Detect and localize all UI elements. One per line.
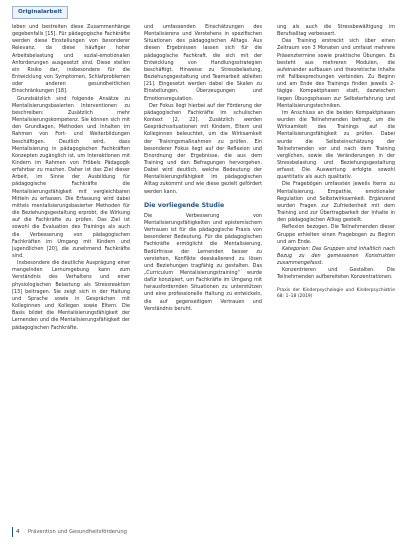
body-paragraph: Der Fokus liegt hierbei auf der Förderung der pädagogischen Fachkräfte im schulischen Kontext [2, 22]. Zusätzlich werden Gesprächssituationen mit Kindern, Eltern und Kolleginnen beleuchtet, um die Wirksamkeit der Trainingsmaßnahmen zu prüfen. Ein besonderer Fokus liegt auf der Reflexion und Einordnung der Ergebnisse, die aus dem Training und den Befragungen hervorgehen. Dabei wird deutlich, welche Bedeutung der Mentalisierungsfähigkeit im pädagogischen Alltag zukommt und wie diese gezielt gefördert werden kann. xyxy=(144,102,262,195)
body-paragraph: und umfassenden Einschätzungen des Mentalisierens und Verstehens in spezifischen Situationen des pädagogischen Alltags. Aus diesen Ergebnissen lassen sich für die pädagogische Fachkraft, die sich mit der Entwicklung von Handlungsstrategien beschäftigt, Hinweise zu Stressbelastung, Beziehungsgestaltung und Teamarbeit ableiten [21]. Eingesetzt werden dabei die Skalen zu Einstellungen, Überzeugungen und Emotionsregulation. xyxy=(144,24,262,102)
journal-name: Prävention und Gesundheitsförderung xyxy=(28,529,127,535)
body-paragraph: Konzentrieren und Gestalten. Die Teilnehmenden aufbereiteten Konzentrationen. xyxy=(277,267,395,281)
text-column-middle xyxy=(144,24,262,524)
text-column-left xyxy=(12,24,130,524)
body-paragraph: leben und bestreiten diese Zusammenhänge gegebenfalls [15]. Für pädagogische Fachkräfte werden diese Einstellungen von besonderer Relevanz, da diese häufiger hoher Arbeitsbelastung und sozial-emotionalen Anforderungen ausgesetzt sind. Diese stellen ein Risiko dar, insbesondere für die Entwicklung von Symptomen, Schlafproblemen oder anderen gesundheitlichen Einschränkungen [18]. xyxy=(12,24,130,95)
body-paragraph: ung als auch die Stressbewältigung im Berufsalltag verbessert. xyxy=(277,24,395,38)
footer-rule xyxy=(12,527,13,537)
body-paragraph: Die Fragebögen umfassten jeweils Items zu Mentalisierung, Empathie, emotionaler Regulation und Selbstwirksamkeit. Ergänzend wurden Fragen zur Zufriedenheit mit dem Training und zur Übertragbarkeit der Inhalte in den pädagogischen Alltag gestellt. xyxy=(277,181,395,224)
text-column-right xyxy=(277,24,395,524)
body-paragraph: Grundsätzlich sind folgende Ansätze zu Mentalisierungsbasierten Interventionen zu beschreiben: Zusätzlich mehr Mentalisierungskompetenz. Sie können sich mit den Grundlagen, Methoden und Inhalten im Rahmen von Fort- und Weiterbildungen beschäftigen. Deutlich wird, dass Mentalisierung in pädagogischen Fachkräften Konzepten zugänglich ist, um Interaktionen mit Kindern im Rahmen von Fröbels Pädagogik erfahrbar zu machen. Daher ist das Ziel dieser Arbeit, im Sinne der Ausbildung für pädagogische Fachkräfte die Mentalisierungsfähigkeit mit vergleichbaren Mitteln zu erfassen. Die Erfassung wird dabei mittels mentalisierungsbasierter Methoden für die Beziehungsgestaltung erprobt, die Wirkung auf die Fachkräfte zu prüfen. Das Ziel ist sowohl die Evaluation des Trainings als auch die Verbesserung von pädagogischen Fachkräften im Umgang mit Kindern und Jugendlichen [20], die zunehmend Fachkräfte sind. xyxy=(12,95,130,259)
body-paragraph: Das Training erstreckt sich über einen Zeitraum von 3 Monaten und umfasst mehrere Präsenztermine sowie praktische Übungen. Es besteht aus mehreren Modulen, die aufeinander aufbauen und theoretische Inhalte mit Fallbesprechungen verbinden. Zu Beginn und am Ende des Trainings finden jeweils 2-tägige Kompaktphasen statt, dazwischen liegen Übungsphasen zur Selbsterfahrung und Mentalisierungstechniken. xyxy=(277,38,395,109)
section-heading: Die vorliegende Studie xyxy=(144,201,225,209)
body-paragraph: Insbesondere die deutliche Ausprägung einer mangelnden Lernumgebung kann zum Verständnis des Verhaltens und einer physiologischen Belastung als Stressreaktion [13] beitragen. Sie zeigt sich in der Haltung und Sprache sowie in Gesprächen mit Kolleginnen und Kollegen sowie Eltern. Die Basis bildet die Mentalisierungsfähigkeit der Lernenden und die Mentalisierungsfähigkeit der pädagogischen Fachkräfte. xyxy=(12,260,130,331)
reference-note: Praxis der Kinderpsychologie und Kinderpsychiatrie 68: 1–18 (2019) xyxy=(277,287,395,299)
italic-paragraph: Kategorien: Das Gruppen sind inhaltlich nach Bezug zu den gemessenen Konstrukten zusammengefasst. xyxy=(277,245,395,267)
body-paragraph: Im Anschluss an die beiden Kompaktphasen wurden die Teilnehmenden befragt, um die Wirksamkeit des Trainings auf die Mentalisierungsfähigkeit zu prüfen. Dabei wurde die Selbsteinschätzung der Teilnehmenden vor und nach dem Training verglichen, sowie die Veränderungen in der Stressbelastung und Beziehungsgestaltung erfasst. Die Auswertung erfolgte sowohl quantitativ als auch qualitativ. xyxy=(277,109,395,181)
body-paragraph: Reflexion bezogen, Die Teilnehmenden dieser Gruppe erhielten einen Fragebogen zu Beginn und am Ende. xyxy=(277,224,395,245)
body-paragraph: Die Verbesserung von Mentalisierungsfähigkeiten und epistemischem Vertrauen ist für die pädagogische Praxis von besonderer Bedeutung. Für die pädagogischen Fachkräfte ermöglicht die Mentalisierung, Bedürfnisse der Lernenden besser zu verstehen, Konflikte deeskalierend zu lösen und Beziehungen tragfähig zu gestalten. Das „Curriculum Mentalisierungstraining“ wurde dafür konzipiert, um Fachkräfte im Umgang mit herausfordernden Situationen zu unterstützen und eine professionelle Haltung zu entwickeln, die auf gegenseitigem Vertrauen und Verständnis beruht. xyxy=(144,212,262,312)
article-type-label: Originalarbeit xyxy=(12,6,68,19)
page-number: 4 xyxy=(16,529,20,535)
